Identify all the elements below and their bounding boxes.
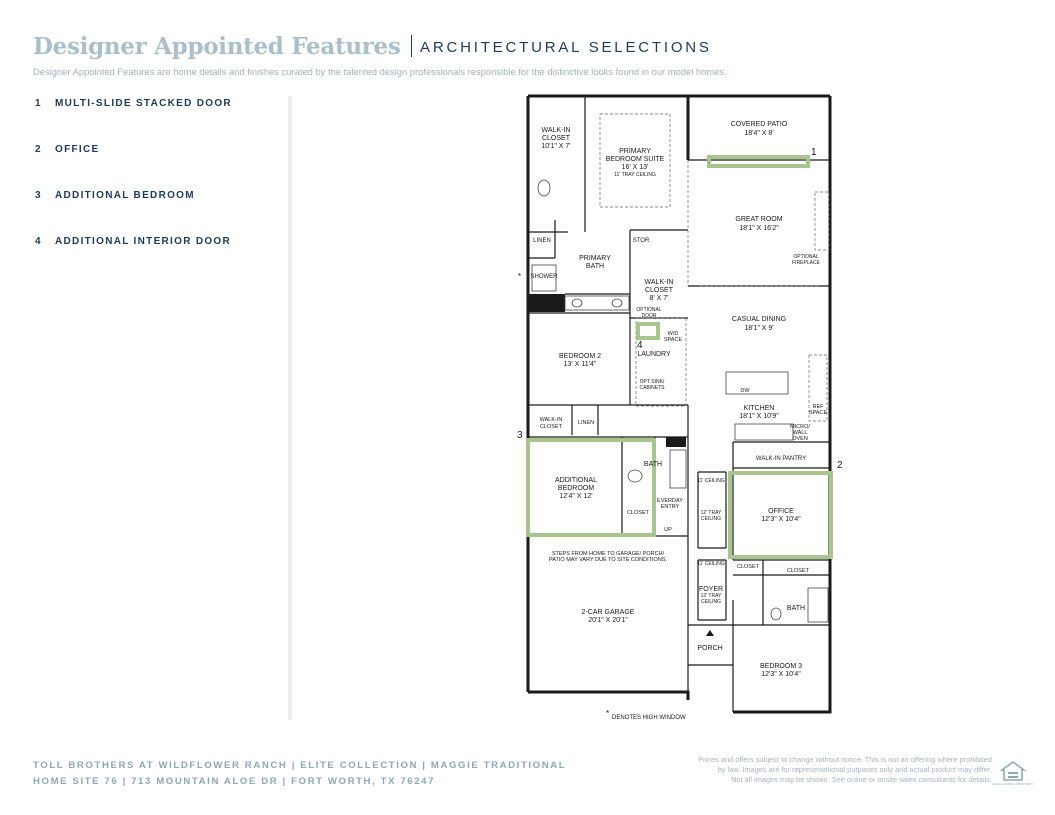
footer-line-2: HOME SITE 76 | 713 MOUNTAIN ALOE DR | FORT WORTH, TX 76247 [33,776,436,787]
room-label: SPACE [808,410,828,416]
feature-item [35,190,232,236]
room-label: W/D [667,331,679,337]
callout-3: 3 [517,430,523,441]
disclaimer-line: Prices and offers subject to change without notice. This is not an offering where prohibited [698,755,992,764]
feature-label: MULTI-SLIDE STACKED DOOR [55,98,232,109]
room-note: OPT SINK/ [639,379,665,385]
room-note: CEILING [700,516,722,522]
feature-item [35,236,232,282]
room-label: LINEN [577,420,595,426]
callout-4: 4 [637,340,643,351]
room-label: BEDROOM 2 [558,353,602,360]
room-label: WALK-IN [541,127,571,134]
room-label: CLOSET [644,287,674,294]
callout-2-office [730,473,831,557]
equal-housing-icon [992,760,1034,786]
room-dims: 10'1" X 7' [541,143,571,150]
feature-list [35,98,232,282]
site-note: PATIO MAY VARY DUE TO SITE CONDITIONS. [549,557,667,563]
legend-asterisk: * [606,709,610,718]
feature-number: 2 [35,144,42,155]
room-dims: 12'4" X 12' [559,493,593,500]
feature-label: ADDITIONAL BEDROOM [55,190,195,201]
room-label: OFFICE [768,508,794,515]
room-dims: 8' X 7' [649,295,669,302]
room-dims: 18'4" X 8' [744,130,774,137]
room-label: COVERED PATIO [730,121,788,128]
room-label: WALK-IN [539,417,563,423]
room-label: REF [812,404,824,410]
room-label: LAUNDRY [637,351,671,358]
room-label: PRIMARY [619,148,651,155]
room-note: OPTIONAL [636,307,662,313]
room-label: EVERDAY [657,498,683,504]
room-label: GREAT ROOM [735,216,783,223]
room-note: 12' TRAY [700,510,722,516]
room-note: CEILING [700,599,722,605]
room-note: OPTIONAL [793,254,819,260]
room-label: BEDROOM [557,485,595,492]
page-title: Designer Appointed Features [33,33,401,60]
room-dims: 20'1" X 20'1" [588,617,628,624]
room-note: DOOR [641,313,657,319]
room-label: BATH [585,263,605,270]
callout-1-door [709,157,808,166]
room-label: CASUAL DINING [731,316,787,323]
room-dims: 16' X 13' [621,164,649,171]
room-label: FOYER [698,586,724,593]
room-label: MICRO/ [790,424,810,430]
room-label: CLOSET [626,510,650,516]
page-subtitle: Designer Appointed Features are home details and finishes curated by the talented design professionals responsible for the distinctive looks found in our model homes. [33,66,727,77]
feature-item [35,144,232,190]
room-note: 11' CEILING [697,478,725,484]
room-label: KITCHEN [743,405,775,412]
section-title: ARCHITECTURAL SELECTIONS [420,39,712,56]
room-note: 11' CEILING [697,561,725,567]
room-label: WALK-IN PANTRY [755,456,807,462]
room-dims: 18'1" X 16'2" [739,225,779,232]
room-label: UP [664,527,672,533]
site-note: STEPS FROM HOME TO GARAGE/ PORCH/ [551,551,665,557]
vertical-divider [288,96,292,720]
room-note: 12' TRAY [700,593,722,599]
room-label: BATH [643,461,663,468]
footer-line-1: TOLL BROTHERS AT WILDFLOWER RANCH | ELITE COLLECTION | MAGGIE TRADITIONAL [33,760,567,771]
room-note: FIREPLACE [792,260,820,266]
feature-number: 4 [35,236,42,247]
disclaimer-line: Not all images may be shown. See online or onsite sales consultants for details. [731,774,992,784]
room-label: LINEN [533,238,551,244]
floor-plan [510,88,850,728]
room-note: CABINETS [639,385,665,391]
room-dims: 12'3" X 10'4" [761,671,801,678]
callout-2: 2 [837,460,843,471]
room-label: SPACE [663,337,683,343]
exterior-walls [528,96,830,712]
room-dims: 13' X 11'4" [563,361,597,368]
callout-4-door [638,324,658,338]
callout-numbers [517,147,843,471]
feature-label: ADDITIONAL INTERIOR DOOR [55,236,232,247]
room-label: DW [740,388,750,394]
room-label: BEDROOM SUITE [605,156,665,163]
header [33,33,712,60]
room-label: ENTRY [660,504,680,510]
interior-walls [528,96,830,712]
feature-item [35,98,232,144]
room-label: STOR [632,238,650,244]
feature-label: OFFICE [55,144,100,155]
room-label: CLOSET [736,564,760,570]
room-label: 2-CAR GARAGE [581,609,635,616]
legend-text: DENOTES HIGH WINDOW [612,715,686,721]
room-label: CLOSET [539,424,563,430]
room-note: 11' TRAY CEILING [614,172,656,178]
feature-number: 1 [35,98,42,109]
room-label: OVEN [792,436,808,442]
entry-arrow-icon [706,630,714,636]
room-label: PORCH [697,645,723,652]
footer-community [33,758,566,790]
title-divider [411,35,413,57]
room-label: ADDITIONAL [554,477,598,484]
room-label: WALL [792,430,808,436]
eho-label: EQUAL HOUSING OPPORTUNITY [992,783,1034,786]
room-label: CLOSET [541,135,571,142]
room-dims: 18'1" X 10'9" [739,413,779,420]
room-labels [531,121,828,678]
high-window-mark: * [518,272,522,281]
room-label: BEDROOM 3 [759,663,803,670]
footer-disclaimer [698,755,992,784]
callout-1: 1 [811,147,817,158]
room-label: SHOWER [530,274,558,280]
room-label: BATH [786,605,806,612]
room-dims: 12'3" X 10'4" [761,516,801,523]
disclaimer-line: by law. Images are for representational purposes only and actual product may differ. [717,764,992,774]
room-label: PRIMARY [579,255,611,262]
room-label: CLOSET [786,568,810,574]
feature-number: 3 [35,190,42,201]
room-dims: 18'1" X 9' [744,325,774,332]
room-label: WALK-IN [644,279,674,286]
